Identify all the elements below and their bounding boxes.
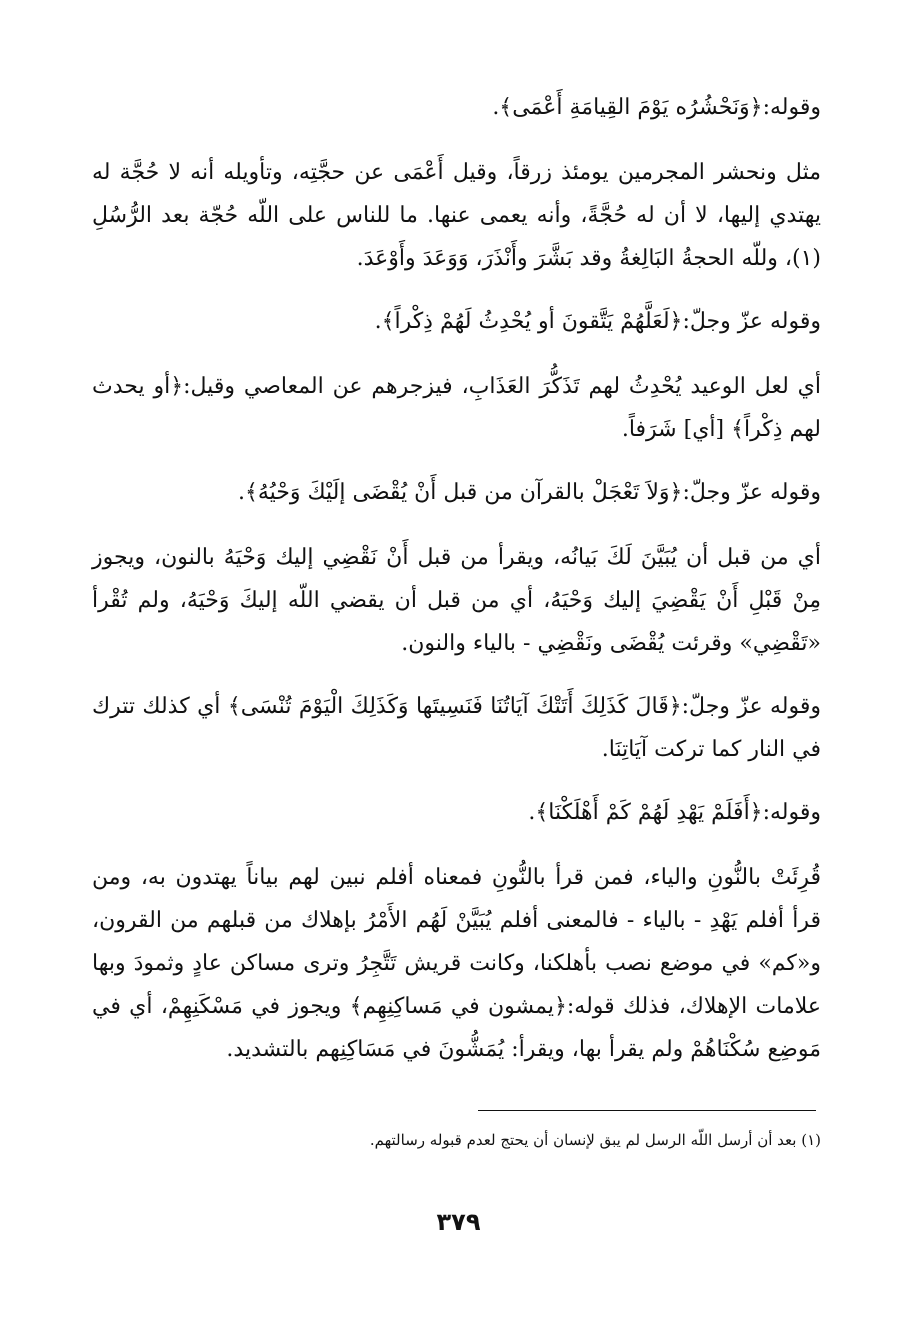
commentary-paragraph-2: أي لعل الوعيد يُحْدِثُ لهم تَذَكُّرَ العَذَابِ، فيزجرهم عن المعاصي وقيل:﴿أو يحدث لهم ذِكْراً﴾ [أي] شَرَفاً.: [92, 374, 821, 442]
footnote-divider: [478, 1110, 816, 1111]
verse-line-5: وقوله:﴿أَفَلَمْ يَهْدِ لَهُمْ كَمْ أَهْلَكْنَا﴾.: [528, 800, 821, 825]
verse-with-commentary-4: وقوله عزّ وجلّ:﴿قَالَ كَذَلِكَ أَتَتْكَ آيَاتُنَا فَنَسِيتَها وَكَذَلِكَ الْيَوْمَ تُنْسَى﴾ أي كذلك تترك في النار كما تركت آيَاتِنَا.: [92, 694, 821, 762]
commentary-paragraph-5: قُرِئَتْ بالنُّونِ والياء، فمن قرأ بالنُّونِ فمعناه أفلم نبين لهم بياناً يهتدون به، ومن قرأ أفلم يَهْدِ - بالياء - فالمعنى أفلم يُبَيَّنْ لَهُم الأَمْرُ بإهلاك من قبلهم من القرون، و«كم» في موضع نصب بأهلكنا، وكانت قريش تَتَّجِرُ وترى مساكن عادٍ وثمودَ وبها علامات الإهلاك، فذلك قوله:﴿يمشون في مَساكِنِهِم﴾ ويجوز في مَسْكَنِهِمْ، أي في مَوضِع سُكْنَاهُمْ ولم يقرأ بها، ويقرأ: يُمَشُّونَ في مَسَاكِنِهم بالتشديد.: [92, 865, 822, 1062]
commentary-paragraph-3: أي من قبل أن يُبَيَّنَ لَكَ بَيانُه، ويقرأ من قبل أَنْ نَقْضِي إليك وَحْيَهُ بالنون، ويجوز مِنْ قَبْلِ أَنْ يَقْضِيَ إليك وَحْيَهُ، أي من قبل أن يقضي اللّه إليكَ وَحْيَهُ، ولم تُقْرأ «تَقْضِي» وقرئت يُقْضَى ونَقْضِي - بالياء والنون.: [92, 545, 821, 656]
verse-line-2: وقوله عزّ وجلّ:﴿لَعَلَّهُمْ يَتَّقونَ أو يُحْدِثُ لَهُمْ ذِكْراً﴾.: [374, 309, 821, 334]
commentary-paragraph-1: مثل ونحشر المجرمين يومئذ زرقاً، وقيل أَعْمَى عن حجَّتِه، وتأويله أنه لا حُجَّة له يهتدي إليها، لا أن له حُجَّةً، وأنه يعمى عنها. ما للناس على اللّه حُجّة بعد الرُّسُلِ (١)، وللّه الحجةُ البَالِغةُ وقد بَشَّرَ وأَنْذَرَ، وَوَعَدَ وأَوْعَدَ.: [92, 160, 821, 271]
main-text: [92, 86, 821, 1091]
verse-line-3: وقوله عزّ وجلّ:﴿وَلاَ تَعْجَلْ بالقرآن من قبل أَنْ يُقْضَى إلَيْكَ وَحْيُهُ﴾.: [237, 480, 821, 505]
page-number: ٣٧٩: [436, 1208, 481, 1236]
footnote: (١) بعد أن أرسل اللّه الرسل لم يبق لإنسان أن يحتج لعدم قبوله رسالتهم.: [369, 1131, 821, 1149]
verse-line-1: وقوله:﴿وَنَحْشُرُه يَوْمَ القِيامَةِ أَعْمَى﴾.: [492, 95, 821, 120]
